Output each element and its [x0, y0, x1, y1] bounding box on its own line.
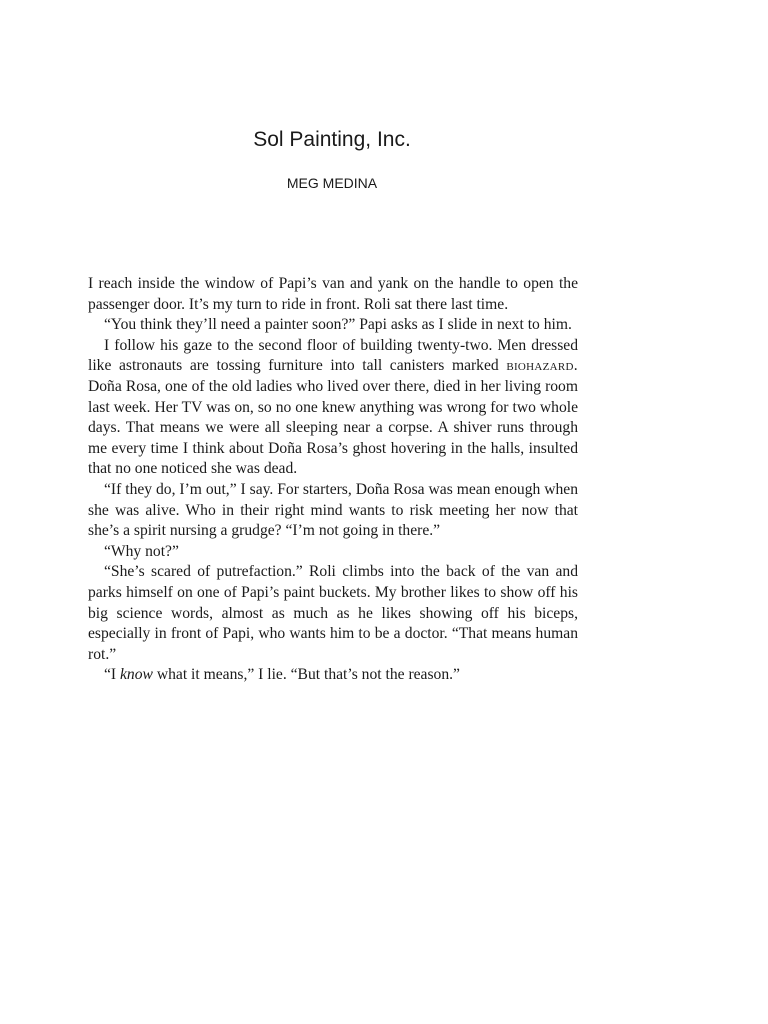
- paragraph-7-text-a: “I: [104, 666, 121, 684]
- author-name: MEG MEDINA: [286, 175, 378, 191]
- story-body: [88, 274, 578, 686]
- emphasis-know: know: [120, 666, 153, 684]
- biohazard-label: biohazard.: [506, 357, 578, 375]
- paragraph-3-text-c: Doña Rosa, one of the old ladies who lived over there, died in her living room last week. Her TV was on, so no one knew anything was wrong for two whole days. That means we were all sleeping near a corpse. A shiver runs through me every time I think about Doña Rosa’s ghost hovering in the halls, insulted that no one noticed she was dead.: [88, 377, 578, 478]
- paragraph-7-text-c: what it means,” I lie. “But that’s not the reason.”: [152, 666, 460, 684]
- paragraph-7: [88, 665, 578, 686]
- paragraph-3-text-a: I follow his gaze to the second floor of building twenty-two. Men dressed like astronauts are tossing furniture into tall canisters marked: [88, 336, 578, 375]
- paragraph-2: “You think they’ll need a painter soon?” Papi asks as I slide in next to him.: [104, 316, 572, 334]
- story-title: Sol Painting, Inc.: [253, 128, 411, 151]
- paragraph-5: “Why not?”: [104, 542, 179, 560]
- paragraph-4: “If they do, I’m out,” I say. For starters, Doña Rosa was mean enough when she was alive. Who in their right mind wants to risk meeting her now that she’s a spirit nursing a grudge? “I’m not going in there.”: [88, 480, 578, 540]
- paragraph-3: [88, 336, 578, 480]
- paragraph-1: I reach inside the window of Papi’s van and yank on the handle to open the passenger door. It’s my turn to ride in front. Roli sat there last time.: [88, 275, 578, 313]
- paragraph-6: “She’s scared of putrefaction.” Roli climbs into the back of the van and parks himself on one of Papi’s paint buckets. My brother likes to show off his big science words, almost as much as he likes showing off his biceps, especially in front of Papi, who wants him to be a doctor. “That means human rot.”: [88, 563, 578, 663]
